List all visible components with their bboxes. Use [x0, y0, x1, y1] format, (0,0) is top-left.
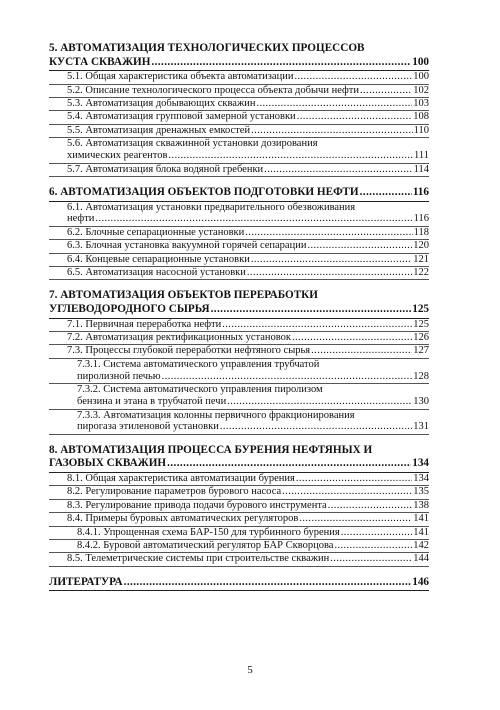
- toc-entry-title: нефти: [67, 213, 95, 225]
- toc-entry-title: 5.2. Описание технологического процесса объекта добычи нефти: [67, 84, 359, 96]
- toc-entry: [49, 473, 429, 486]
- toc-entry-title: 8.1. Общая характеристика автоматизации бурения: [67, 473, 295, 484]
- toc-entry-title: 8.5. Телеметрические системы при строительстве скважин: [67, 553, 330, 565]
- toc-entry-title: 5.4. Автоматизация групповой замерной установки: [67, 111, 296, 123]
- toc-page-number: 138: [413, 499, 429, 511]
- toc-entry: [49, 227, 429, 240]
- toc-page-number: 100: [412, 55, 429, 68]
- toc-entry-title: пиролизной печью: [77, 370, 161, 382]
- dot-leader: [162, 371, 413, 383]
- toc-page-number: 126: [413, 332, 429, 344]
- toc-page-number: 114: [413, 163, 429, 175]
- toc-entry-title: 6.3. Блочная установка вакуумной горячей сепарации: [67, 240, 307, 252]
- toc-page-number: 122: [413, 267, 429, 279]
- toc-page-number: 116: [412, 185, 429, 198]
- toc-entry-title: ГАЗОВЫХ СКВАЖИН: [49, 457, 167, 470]
- toc-page-number: 125: [412, 303, 429, 316]
- toc-page-number: 130: [413, 396, 429, 408]
- toc-entry-title: 8.3. Регулирование привода подачи бурового инструмента: [67, 499, 327, 511]
- dot-leader: [360, 85, 412, 97]
- dot-leader: [220, 421, 412, 433]
- dot-leader: [167, 457, 411, 471]
- toc-page-number: 121: [413, 253, 429, 265]
- dot-leader: [328, 500, 413, 512]
- toc-chapter: [49, 42, 429, 71]
- toc-page-number: 102: [413, 84, 429, 96]
- dot-leader: [294, 71, 412, 83]
- toc-entry-title: 8.4.2. Буровой автоматический регулятор БАР Скворцова: [77, 540, 334, 552]
- toc-entry: [49, 540, 429, 553]
- toc-chapter: [49, 186, 429, 202]
- toc-entry: [49, 98, 429, 111]
- toc-entry: [49, 319, 429, 332]
- toc-entry-title: 7.2. Автоматизация ректификационных установок: [67, 332, 291, 344]
- toc-page-number: 146: [412, 575, 429, 588]
- toc-entry: [49, 202, 429, 227]
- toc-entry-title-line: 5.6. Автоматизация скважинной установки дозирования: [67, 138, 318, 150]
- toc-page-number: 141: [413, 513, 429, 525]
- dot-leader: [251, 125, 413, 137]
- toc-page-number: 100: [413, 71, 429, 83]
- dot-leader: [168, 150, 413, 162]
- toc-entry: [49, 553, 429, 566]
- toc-entry-title: 6.5. Автоматизация насосной установки: [67, 267, 246, 279]
- toc-entry-title: 6. АВТОМАТИЗАЦИЯ ОБЪЕКТОВ ПОДГОТОВКИ НЕФТИ: [49, 185, 359, 198]
- toc-page-number: 110: [413, 124, 429, 136]
- toc-entry-title: 8.4.1. Упрощенная схема БАР-150 для турбинного бурения: [77, 526, 340, 538]
- toc-entry-title-line: 7.3.2. Система автоматического управления пиролизом: [77, 384, 323, 396]
- toc-page-number: 120: [413, 240, 429, 252]
- toc-entry: [49, 164, 429, 177]
- toc-entry-title-line: 5. АВТОМАТИЗАЦИЯ ТЕХНОЛОГИЧЕСКИХ ПРОЦЕССОВ: [49, 42, 365, 54]
- toc-entry-title-line: 7.3.1. Система автоматического управления трубчатой: [77, 358, 320, 370]
- toc-entry-title: 6.4. Концевые сепарационные установки: [67, 253, 250, 265]
- toc-page-number: 116: [413, 213, 429, 225]
- toc-entry: [49, 111, 429, 124]
- toc-page-number: 108: [413, 111, 429, 123]
- toc-entry-title-line: 7.3.3. Автоматизация колонны первичного фракционирования: [77, 409, 355, 421]
- toc-entry-title-line: 8. АВТОМАТИЗАЦИЯ ПРОЦЕССА БУРЕНИЯ НЕФТЯНЫХ И: [49, 443, 373, 456]
- toc-page-number: 118: [413, 226, 429, 238]
- toc-page-number: 144: [413, 553, 429, 565]
- toc-entry: [49, 138, 429, 163]
- toc-chapter: [49, 444, 429, 473]
- dot-leader: [211, 303, 412, 317]
- toc-entry: [49, 410, 429, 435]
- toc-entry-title: 5.3. Автоматизация добывающих скважин: [67, 98, 256, 109]
- toc-page-number: 127: [413, 345, 429, 357]
- dot-leader: [330, 553, 412, 565]
- toc-page-number: 131: [413, 421, 429, 433]
- toc-entry-title: ЛИТЕРАТУРА: [49, 575, 123, 588]
- toc-entry-title-line: 6.1. Автоматизация установки предварительного обезвоживания: [67, 201, 356, 213]
- page-number: 5: [247, 664, 253, 676]
- toc-entry-title: 5.5. Автоматизация дренажных емкостей: [67, 124, 251, 136]
- toc-entry: [49, 71, 429, 84]
- toc-entry-title: 5.7. Автоматизация блока водяной гребенки: [67, 163, 264, 175]
- toc-page-number: 111: [414, 150, 429, 162]
- toc-entry-title: 8.2. Регулирование параметров бурового насоса: [67, 486, 282, 498]
- dot-leader: [360, 186, 412, 200]
- toc-entry: [49, 240, 429, 253]
- toc-entry: [49, 254, 429, 267]
- toc-entry: [49, 500, 429, 513]
- dot-leader: [264, 164, 412, 176]
- toc-chapter: [49, 576, 429, 592]
- dot-leader: [311, 345, 412, 357]
- toc-page-number: 103: [413, 98, 429, 109]
- dot-leader: [95, 213, 412, 225]
- dot-leader: [251, 254, 412, 266]
- toc-entry-title: 8.4. Примеры буровых автоматических регуляторов: [67, 513, 299, 525]
- dot-leader: [296, 473, 412, 485]
- table-of-contents: [49, 42, 429, 591]
- dot-leader: [222, 319, 412, 331]
- toc-entry: [49, 513, 429, 526]
- toc-page-number: 128: [413, 370, 429, 382]
- toc-entry: [49, 359, 429, 384]
- toc-page-number: 134: [412, 457, 429, 470]
- dot-leader: [151, 56, 411, 70]
- dot-leader: [341, 527, 413, 539]
- toc-entry: [49, 345, 429, 358]
- toc-entry: [49, 332, 429, 345]
- toc-page-number: 142: [413, 540, 429, 552]
- toc-entry: [49, 527, 429, 540]
- toc-entry: [49, 125, 429, 138]
- dot-leader: [307, 240, 412, 252]
- toc-entry-title: бензина и этана в трубчатой печи: [77, 396, 227, 408]
- toc-entry-title: 7.1. Первичная переработка нефти: [67, 318, 222, 330]
- dot-leader: [282, 486, 412, 498]
- toc-page-number: 125: [413, 318, 429, 330]
- toc-page-number: 141: [413, 526, 429, 538]
- toc-entry-title: 7.3. Процессы глубокой переработки нефтяного сырья: [67, 345, 311, 357]
- toc-page-number: 135: [413, 486, 429, 498]
- dot-leader: [247, 267, 412, 279]
- toc-entry-title: пирогаза этиленовой установки: [77, 421, 219, 433]
- toc-entry: [49, 384, 429, 409]
- toc-entry-title: 6.2. Блочные сепарационные установки: [67, 226, 245, 238]
- dot-leader: [299, 513, 412, 525]
- toc-entry-title: УГЛЕВОДОРОДНОГО СЫРЬЯ: [49, 303, 210, 316]
- toc-entry-title: 5.1. Общая характеристика объекта автоматизации: [67, 71, 294, 83]
- toc-chapter: [49, 289, 429, 318]
- toc-page-number: 134: [413, 473, 429, 484]
- dot-leader: [245, 227, 412, 239]
- dot-leader: [124, 576, 412, 590]
- dot-leader: [292, 332, 412, 344]
- toc-entry: [49, 85, 429, 98]
- dot-leader: [227, 396, 412, 408]
- toc-entry-title: КУСТА СКВАЖИН: [49, 55, 151, 68]
- dot-leader: [297, 111, 413, 123]
- toc-entry: [49, 486, 429, 499]
- dot-leader: [256, 98, 412, 110]
- toc-entry-title-line: 7. АВТОМАТИЗАЦИЯ ОБЪЕКТОВ ПЕРЕРАБОТКИ: [49, 289, 318, 302]
- toc-entry: [49, 267, 429, 280]
- toc-entry-title: химических реагентов: [67, 150, 168, 162]
- dot-leader: [334, 540, 412, 552]
